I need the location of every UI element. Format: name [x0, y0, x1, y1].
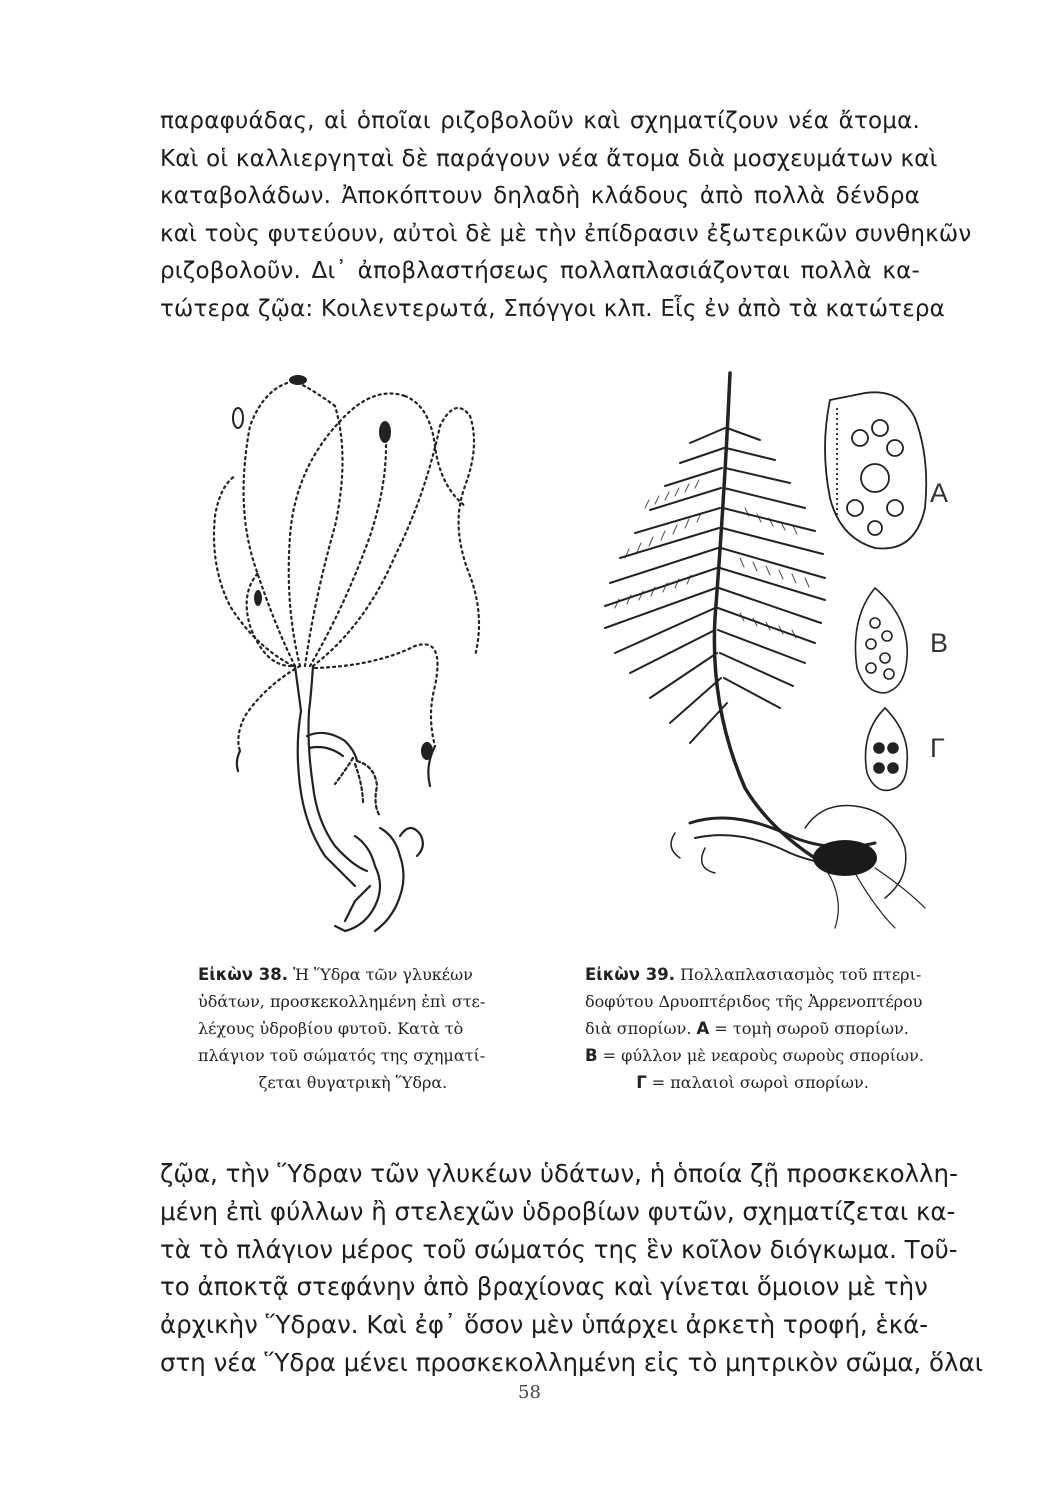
text-line: Καὶ οἱ καλλιεργηταὶ δὲ παράγουν νέα ἄτομα διὰ μοσχευμάτων καὶ	[160, 145, 938, 172]
caption-line: ζεται θυγατρικὴ Ὕδρα.	[258, 1073, 448, 1092]
text-line: ζῷα, τὴν Ὕδραν τῶν γλυκέων ὑδάτων, ἡ ὁποία ζῇ προσκεκολλη-	[160, 1159, 958, 1188]
caption-line: δοφύτου Δρυοπτέριδος τῆς Ἀρρενοπτέρου	[585, 992, 923, 1011]
page-number: 58	[518, 1382, 541, 1403]
caption-line: διὰ σπορίων. A = τομὴ σωροῦ σπορίων.	[585, 1019, 909, 1038]
figure38-caption	[198, 961, 508, 1096]
caption-line: λέχους ὑδροβίου φυτοῦ. Κατὰ τὸ	[198, 1019, 464, 1038]
caption-line: B = φύλλον μὲ νεαροὺς σωροὺς σπορίων.	[585, 1046, 924, 1065]
bottom-paragraph	[160, 1155, 983, 1382]
text-line: τώτερα ζῷα: Κοιλεντερωτά, Σπόγγοι κλπ. Εἷς ἐν ἀπὸ τὰ κατώτερα	[160, 295, 946, 322]
text-line: ριζοβολοῦν. Δι᾽ ἀποβλαστήσεως πολλαπλασιάζονται πολλὰ κα-	[160, 258, 920, 284]
text-line: το ἀποκτᾷ στεφάνην ἀπὸ βραχίονας καὶ γίνεται ὅμοιον μὲ τὴν	[160, 1272, 928, 1302]
figure39-caption	[585, 961, 924, 1096]
caption-line: πλάγιον τοῦ σώματός της σχηματί-	[198, 1046, 486, 1065]
text-line: στη νέα Ὕδρα μένει προσκεκολλημένη εἰς τὸ μητρικὸν σῶμα, ὅλαι	[160, 1347, 983, 1377]
label-gamma: Γ	[930, 733, 945, 763]
hydra-illustration	[195, 366, 515, 946]
top-paragraph	[160, 103, 972, 328]
text-line: τὰ τὸ πλάγιον μέρος τοῦ σώματός της ἓν κοῖλον διόγκωμα. Τοῦ-	[160, 1234, 958, 1264]
caption-line: Εἰκὼν 38. Ἡ Ὕδρα τῶν γλυκέων	[198, 965, 473, 984]
text-line: καὶ τοὺς φυτεύουν, αὐτοὶ δὲ μὲ τὴν ἐπίδρασιν ἐξωτερικῶν συνθηκῶν	[160, 220, 972, 247]
label-b: B	[930, 628, 949, 658]
text-line: ἀρχικὴν Ὕδραν. Καὶ ἐφ᾽ ὅσον μὲν ὑπάρχει ἀρκετὴ τροφή, ἑκά-	[160, 1310, 929, 1340]
text-line: καταβολάδων. Ἀποκόπτουν δηλαδὴ κλάδους ἀπὸ πολλὰ δένδρα	[160, 183, 920, 209]
caption-line: ὑδάτων, προσκεκολλημένη ἐπὶ στε-	[198, 992, 486, 1011]
caption-line: Γ = παλαιοὶ σωροὶ σπορίων.	[636, 1073, 869, 1092]
fern-illustration	[575, 368, 975, 958]
caption-line: Εἰκὼν 39. Πολλαπλασιασμὸς τοῦ πτερι-	[585, 965, 922, 984]
text-line: παραφυάδας, αἱ ὁποῖαι ριζοβολοῦν καὶ σχηματίζουν νέα ἄτομα.	[160, 108, 920, 134]
label-a: A	[930, 478, 949, 508]
text-line: μένη ἐπὶ φύλλων ἢ στελεχῶν ὑδροβίων φυτῶν, σχηματίζεται κα-	[160, 1196, 956, 1226]
